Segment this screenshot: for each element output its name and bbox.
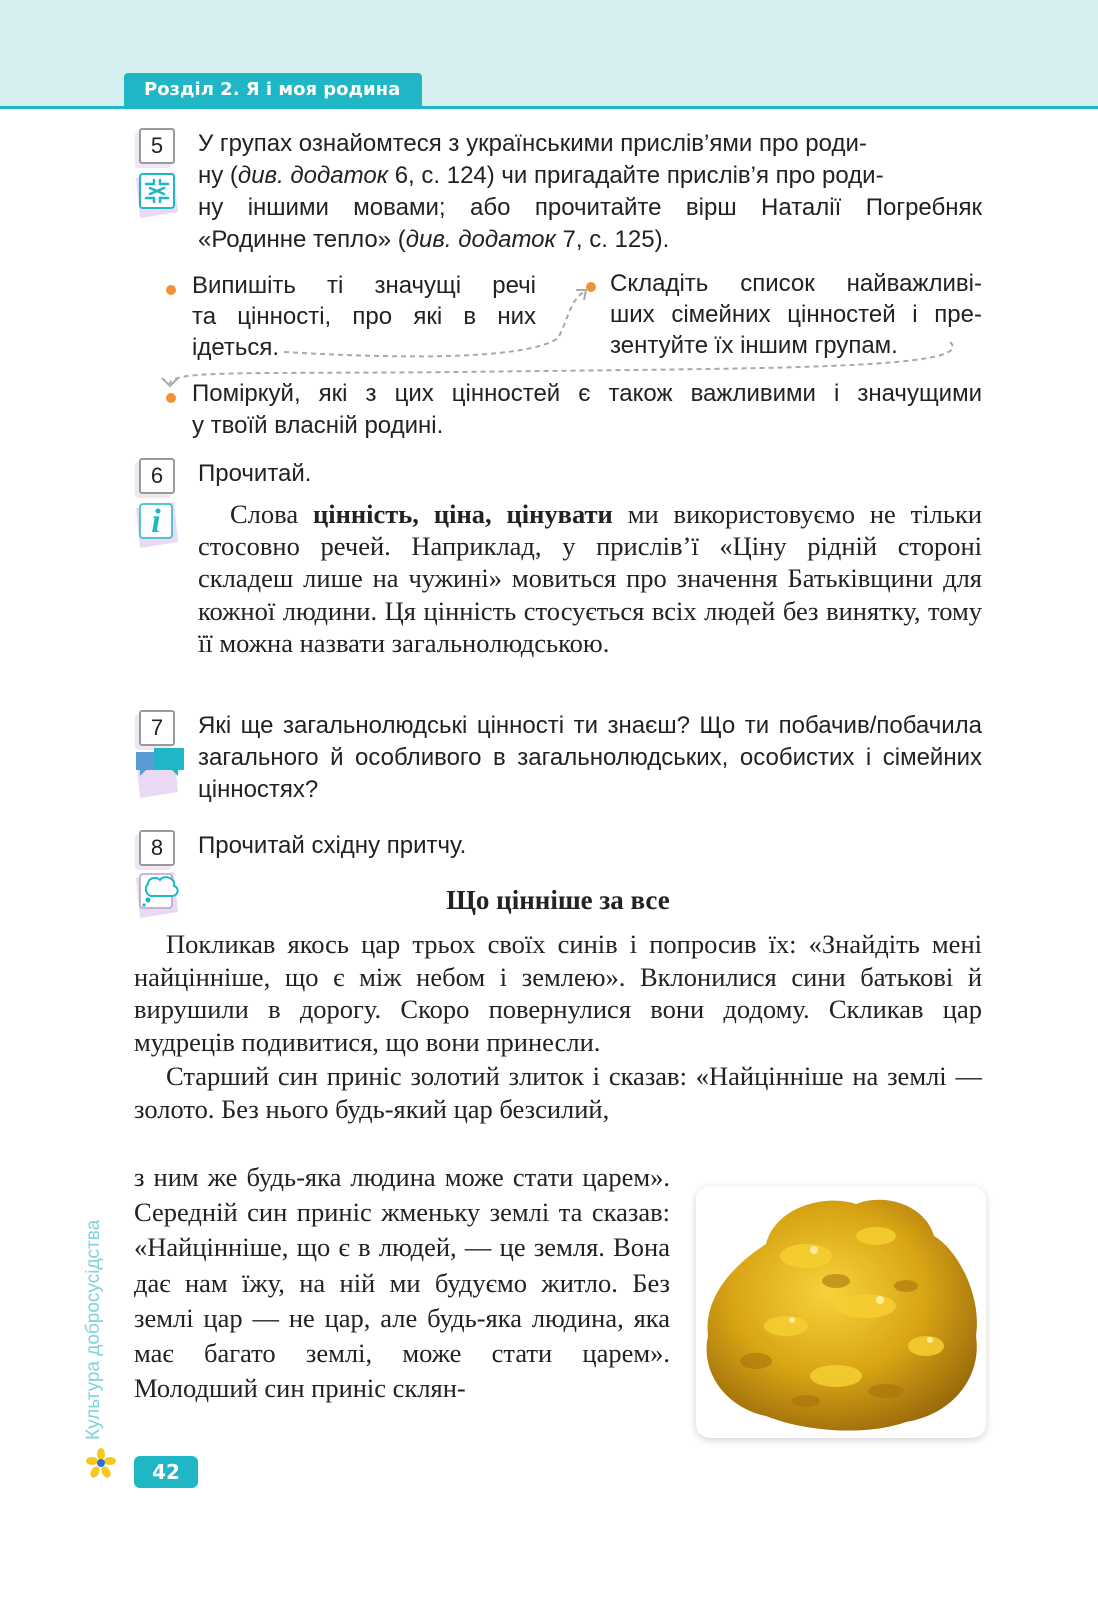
bullet3-line1: Поміркуй, які з цих цінностей є також важливими і значущими bbox=[192, 380, 982, 407]
task-number-7: 7 bbox=[139, 710, 175, 746]
task5-line4a: «Родинне тепло» ( bbox=[198, 226, 406, 253]
task-number-8: 8 bbox=[139, 830, 175, 866]
hands-group-icon bbox=[134, 170, 180, 214]
task7-text: Які ще загальнолюдські цінності ти знаєш? Що ти побачив/побачила загального й особливого в загальнолюдських, особистих і сімейних цінностях? bbox=[198, 712, 982, 803]
bullet2-line1: Складіть список найважливі- bbox=[610, 270, 982, 297]
story-title: Що цінніше за все bbox=[446, 885, 670, 915]
bullet2-line2: ших сімейних цінностей і пре- bbox=[610, 301, 982, 328]
task5-ref2: див. додаток bbox=[405, 226, 556, 253]
gold-nugget-card bbox=[696, 1186, 986, 1438]
task5-line1: У групах ознайомтеся з українськими прислів’ями про роди- bbox=[198, 130, 867, 157]
task5-line2b: 6, с. 124) чи пригадайте прислів’я про роди- bbox=[388, 162, 884, 189]
bullet1-line3: ідеться. bbox=[192, 334, 280, 361]
task5-ref1: див. додаток bbox=[237, 162, 389, 189]
task5-line3: ну іншими мовами; або прочитайте вірш Наталії Погребняк bbox=[198, 194, 982, 221]
svg-text:i: i bbox=[151, 503, 161, 540]
task-number-5: 5 bbox=[139, 128, 175, 164]
page-number: 42 bbox=[134, 1456, 198, 1488]
task6-p-bold: цінність, ціна, цінувати bbox=[312, 499, 613, 529]
task8-intro: Прочитай східну притчу. bbox=[198, 832, 467, 859]
task6-p-rest: ми використовуємо не тільки стосовно речей. Наприклад, у прислів’ї «Ціну рідній стороні складеш лише на чужині» мовиться про значення Батьківщини для кожної людини. Ця цінність стосується всіх людей без винятку, тому її можна назвати загальнолюдською. bbox=[198, 499, 982, 658]
task5-line4b: 7, с. 125). bbox=[555, 226, 670, 253]
gold-nugget bbox=[696, 1186, 986, 1438]
task-number-6: 6 bbox=[139, 458, 175, 494]
bullet3-line2: у твоїй власній родині. bbox=[192, 412, 444, 439]
chapter-tab: Розділ 2. Я і моя родина bbox=[124, 73, 422, 106]
bullet-dot bbox=[166, 393, 176, 403]
info-icon bbox=[134, 498, 180, 542]
task6-paragraph bbox=[198, 498, 982, 659]
bullet1-line1: Випишіть ті значущі речі bbox=[192, 272, 536, 299]
story-paragraph-2b: з ним же будь-яка людина може стати царем». Середній син приніс жменьку землі та сказав: «Найцінніше, що є в людей, — це земля. Вона дає нам їжу, на ній ми будуємо житло. Без землі цар — не цар, але будь-яка людина, яка має багато землі, може стати царем». Молодший син приніс склян- bbox=[134, 1162, 670, 1404]
task5-bullet3 bbox=[192, 378, 982, 442]
story-paragraph-2a: Старший син приніс золотий злиток і сказав: «Найцінніше на землі — золото. Без нього будь-який цар безсилий, bbox=[134, 1061, 982, 1124]
bullet1-line2: та цінності, про які в них bbox=[192, 303, 536, 330]
flower-icon bbox=[86, 1448, 116, 1478]
task6-intro: Прочитай. bbox=[198, 460, 312, 487]
story-paragraph-1: Покликав якось цар трьох своїх синів і попросив їх: «Знайдіть мені найцінніше, що є між небом і землею». Вклонилися сини батькові й вирушили в дорогу. Скоро повернулися вони додому. Скликав цар мудреців подивитися, що вони принесли. bbox=[134, 929, 982, 1057]
task5-line2a: ну ( bbox=[198, 162, 238, 189]
bullet2-line3: зентуйте їх іншим групам. bbox=[610, 332, 898, 359]
chat-bubbles-icon bbox=[134, 748, 180, 792]
task6-p-start: Слова bbox=[230, 499, 313, 529]
story-body bbox=[134, 928, 982, 1125]
side-label: Культура добросусідства bbox=[83, 1219, 104, 1440]
flow-arrows bbox=[160, 280, 970, 390]
task5-text bbox=[198, 128, 982, 256]
